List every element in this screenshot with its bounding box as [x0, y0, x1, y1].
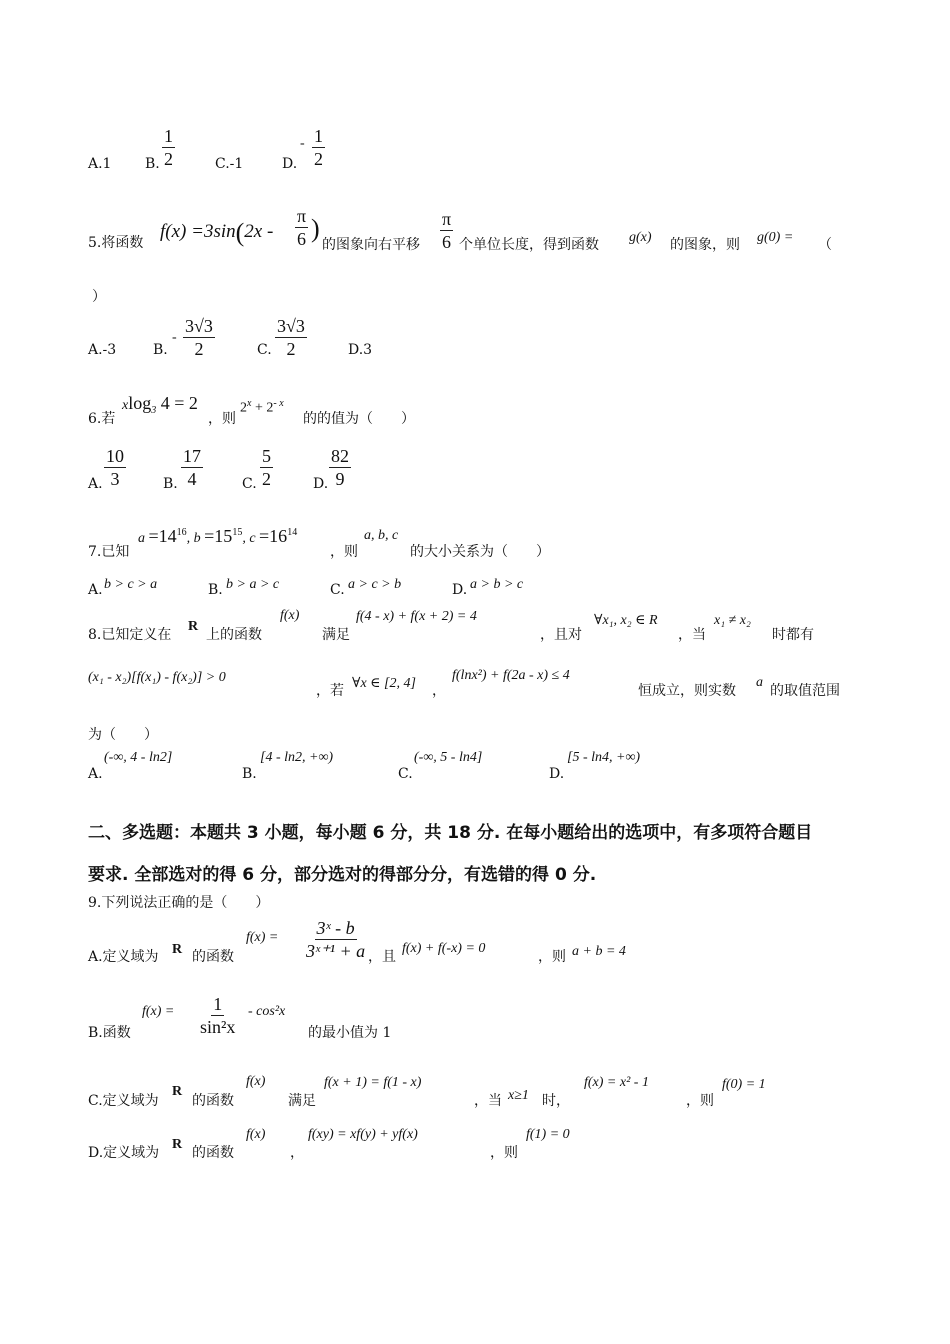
q9-d-R: R: [172, 1137, 183, 1152]
q9-c-t4: 时，: [542, 1093, 570, 1109]
q8-t1: 上的函数: [206, 627, 262, 643]
q8-t5: 时都有: [772, 627, 814, 643]
q6-option-d-fraction: [329, 446, 351, 489]
q7-option-a-value: b > c > a: [104, 577, 158, 592]
section2-line2: 要求. 全部选对的得 6 分，部分选对的得部分分，有选错的得 0 分.: [88, 865, 597, 885]
q8-l2-t1: ，若: [316, 683, 344, 699]
q9-c-R: R: [172, 1084, 183, 1099]
q9-a-fraction: [304, 918, 367, 961]
q7-option-b-label: B.: [208, 582, 223, 598]
q6-option-b-fraction: [181, 446, 203, 489]
q5-option-b-fraction: $\frac{3√3}{2}$: [185, 316, 213, 359]
q9-c-prefix: C.定义域为: [88, 1093, 159, 1109]
q7-mid: ，则: [330, 544, 358, 560]
q8-option-d-label: D.: [549, 766, 565, 782]
q7-vars: a, b, c: [364, 528, 399, 543]
q5-option-c-fraction: $\frac{3√3}{2}$: [277, 316, 305, 359]
q5-shift-fraction: $\frac{\pi}{6}$: [442, 209, 452, 252]
q8-neq: x₁ ≠ x₂: [714, 613, 751, 628]
q5-option-b-label: B.: [153, 342, 168, 358]
q4-option-c: C.-1: [215, 156, 244, 172]
q8-inequality2: f(lnx²) + f(2a - x) ≤ 4: [452, 668, 570, 683]
q4-option-b-fraction: [162, 126, 175, 169]
q9-c-fx: f(x): [246, 1074, 266, 1089]
q9-d-fx: f(x): [246, 1127, 266, 1142]
q9-c-result: f(0) = 1: [722, 1077, 766, 1092]
q5-option-d: D.3: [348, 342, 373, 358]
q6-d-den: 9: [335, 469, 345, 489]
q9-b-den: sin²x: [200, 1017, 236, 1037]
q9-d-t1: 的函数: [192, 1145, 234, 1161]
q8-option-b-value: [4 - ln2, +∞): [260, 750, 334, 765]
q9-b-num: 1: [213, 994, 223, 1014]
q5-stem: [88, 234, 143, 252]
q6-condition: xlog$_3$ 4 = 2: [122, 393, 198, 416]
q5-option-c-label: C.: [257, 342, 272, 358]
q9-c-definition: f(x) = x² - 1: [584, 1075, 649, 1090]
q6-option-a-label: A.: [88, 476, 103, 492]
q9-b-suffix: 的最小值为 1: [308, 1025, 392, 1041]
q8-l2-t2: ，: [432, 683, 446, 699]
q9-b-prefix: B.函数: [88, 1025, 131, 1041]
q4-b-numerator: 1: [164, 126, 173, 146]
q5-pi-over-6: $\frac{\pi}{6}$: [297, 206, 307, 249]
q4-option-b-label: B.: [145, 156, 160, 172]
q8-t3: ，且对: [540, 627, 582, 643]
q9-a-func: f(x) =: [246, 930, 279, 945]
q7-option-c-value: a > c > b: [348, 577, 402, 592]
q5-suffix: 个单位长度，得到函数: [459, 237, 599, 253]
q9-a-den: 3ˣ⁺¹ + a: [306, 941, 366, 961]
q7-option-d-value: a > b > c: [470, 577, 524, 592]
q6-d-num: 82: [331, 446, 349, 466]
q8-R: R: [188, 619, 199, 634]
q6-option-b-label: B.: [163, 476, 178, 492]
q6-a-num: 10: [106, 446, 124, 466]
q6-option-c-label: C.: [242, 476, 257, 492]
q8-inequality: (x₁ - x₂)[f(x₁) - f(x₂)] > 0: [88, 670, 226, 685]
q7-suffix: 的大小关系为（ ）: [410, 544, 550, 560]
q5-function: f(x) =3sin(2x -: [160, 218, 274, 247]
q6-suffix: 的的值为（ ）: [303, 411, 415, 427]
q9-b-fraction: [198, 994, 237, 1037]
q6-prefix: 6.若: [88, 411, 116, 427]
q9-d-result: f(1) = 0: [526, 1127, 570, 1142]
q5-gx: g(x): [629, 230, 652, 245]
q6-expression: $2^x + 2^{- x}$: [240, 398, 284, 416]
q9-a-prefix: A.定义域为: [88, 949, 159, 965]
q9-c-x: x≥1: [508, 1088, 529, 1103]
q9-a-condition: f(x) + f(-x) = 0: [402, 941, 486, 956]
q8-forall: ∀x₁, x₂ ∈ R: [594, 613, 658, 628]
q7-option-c-label: C.: [330, 582, 345, 598]
q6-option-d-label: D.: [313, 476, 329, 492]
q6-mid: ，则: [208, 411, 236, 427]
q5-paren-close: ）: [92, 289, 106, 305]
q6-b-den: 4: [187, 469, 197, 489]
q5-paren-open: （: [818, 237, 832, 253]
q9-a-t1: 的函数: [192, 949, 234, 965]
q9-d-condition: f(xy) = xf(y) + yf(x): [308, 1127, 418, 1142]
q7-option-d-label: D.: [452, 582, 468, 598]
q8-option-a-value: (-∞, 4 - ln2]: [104, 750, 173, 765]
q7-prefix: 7.已知: [88, 544, 130, 560]
q8-prefix: 8.已知定义在: [88, 627, 172, 643]
q6-option-c-fraction: [260, 446, 273, 489]
q9-a-R: R: [172, 942, 183, 957]
q6-c-num: 5: [262, 446, 271, 466]
q6-a-den: 3: [110, 469, 120, 489]
section2-line1: 二、多选题：本题共 3 小题，每小题 6 分，共 18 分. 在每小题给出的选项中，有多项符合题目: [88, 823, 813, 843]
q5-tail: 的图象，则: [670, 237, 740, 253]
q9-b-tail: - cos²x: [248, 1004, 286, 1019]
q9-a-num: 3ˣ - b: [316, 918, 355, 938]
q5-close-paren: ): [311, 214, 320, 243]
q4-d-numerator: 1: [314, 126, 323, 146]
q8-option-c-value: (-∞, 5 - ln4]: [414, 750, 483, 765]
q8-t2: 满足: [322, 627, 350, 643]
q6-b-num: 17: [183, 446, 201, 466]
q9-d-prefix: D.定义域为: [88, 1145, 160, 1161]
q9-c-t3: ，当: [474, 1093, 502, 1109]
q4-option-a: A.1: [88, 156, 112, 172]
q9-a-t3: ，则: [538, 949, 566, 965]
q9-a-result: a + b = 4: [572, 944, 626, 959]
q8-option-a-label: A.: [88, 766, 103, 782]
q7-condition: $a =14^{16}$, $b =15^{15}$, $c =16^{14}$: [138, 526, 298, 546]
q9-c-condition: f(x + 1) = f(1 - x): [324, 1075, 422, 1090]
q8-l2-t4: 的取值范围: [770, 683, 840, 699]
q8-a: a: [756, 675, 763, 690]
q8-l3: 为（ ）: [88, 727, 158, 743]
q7-option-a-label: A.: [88, 582, 103, 598]
q8-forall2: ∀x ∈ [2, 4]: [352, 676, 416, 691]
q4-option-d-sign: -: [300, 136, 305, 151]
q9-stem: 9.下列说法正确的是（ ）: [88, 895, 270, 911]
q9-c-t5: ，则: [686, 1093, 714, 1109]
q9-b-func: f(x) =: [142, 1004, 175, 1019]
q5-mid: 的图象向右平移: [322, 237, 420, 253]
q9-a-t2: ，且: [368, 949, 396, 965]
q8-l2-t3: 恒成立，则实数: [638, 683, 736, 699]
q5-option-b-sign: -: [172, 330, 177, 345]
q9-d-t2: ，: [290, 1145, 304, 1161]
q5-g0: g(0) =: [757, 230, 794, 245]
q4-d-denominator: 2: [314, 149, 323, 169]
q4-option-d-label: D.: [282, 156, 298, 172]
q9-d-t3: ，则: [490, 1145, 518, 1161]
q8-option-b-label: B.: [242, 766, 257, 782]
q8-condition: f(4 - x) + f(x + 2) = 4: [356, 609, 477, 624]
q6-c-den: 2: [262, 469, 271, 489]
q5-option-a: A.-3: [88, 342, 117, 358]
q4-b-denominator: 2: [164, 149, 173, 169]
q8-fx: f(x): [280, 608, 300, 623]
q7-option-b-value: b > a > c: [226, 577, 280, 592]
q4-option-d-fraction: [312, 126, 325, 169]
q6-option-a-fraction: [104, 446, 126, 489]
q8-t4: ，当: [678, 627, 706, 643]
q8-option-d-value: [5 - ln4, +∞): [567, 750, 641, 765]
q5-prefix: 5.将函数: [88, 235, 144, 251]
q8-option-c-label: C.: [398, 766, 413, 782]
q9-c-t2: 满足: [288, 1093, 316, 1109]
q9-c-t1: 的函数: [192, 1093, 234, 1109]
